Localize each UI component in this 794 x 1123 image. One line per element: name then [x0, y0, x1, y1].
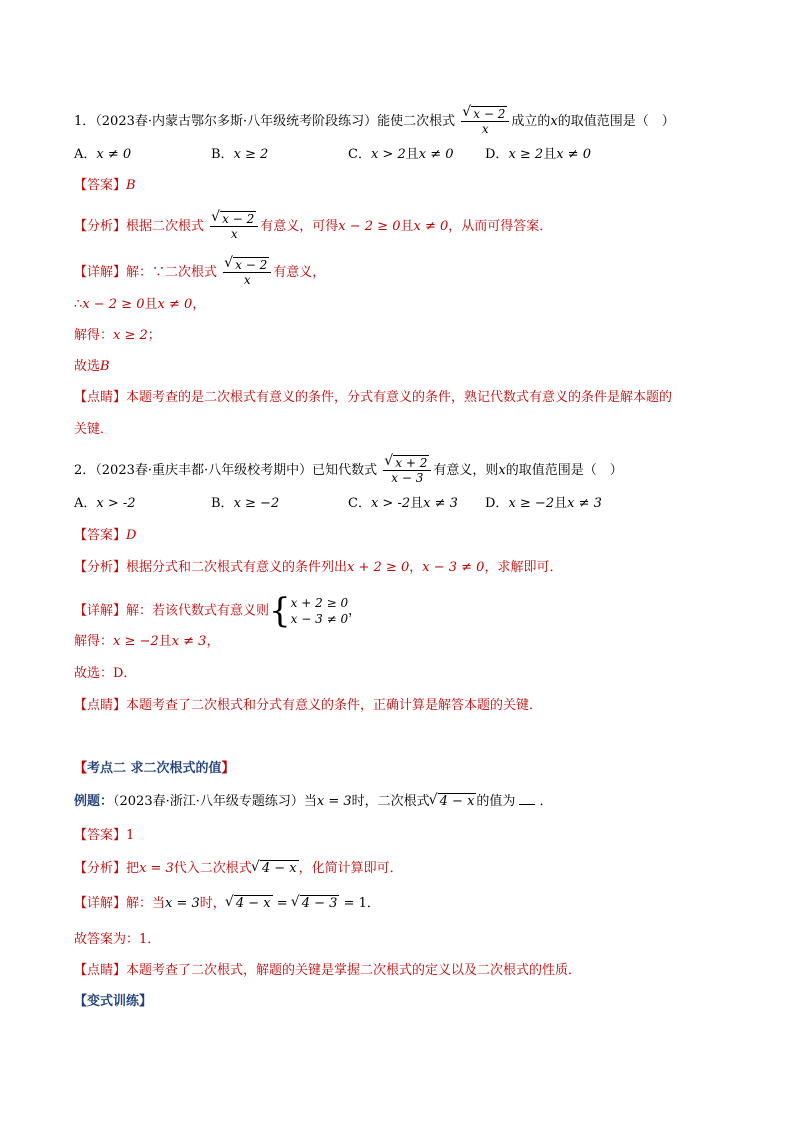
- q1-stem: 1．（2023春·内蒙古鄂尔多斯·八年级统考阶段练习）能使二次根式 √ $\frac{x - 2}{x}$ 成立的x的取值范围是（ ）: [74, 107, 675, 136]
- q1-analysis: 【分析】根据二次根式 √ $\frac{x - 2}{x}$ 有意义，可得x − 2 ≥ 0且x ≠ 0，从而可得答案．: [74, 212, 552, 241]
- q2-stem: 2．（2023春·重庆丰都·八年级校考期中）已知代数式 √ $\frac{x + 2}{x - 3}$ 有意义，则x的取值范围是（ ）: [74, 456, 623, 485]
- q1-solve: 解得：x ≥ 2；: [74, 328, 161, 343]
- q1-option-c: C．x > 2且x ≠ 0: [348, 147, 454, 162]
- example-final: 故答案为：1．: [74, 932, 161, 947]
- q1-sqrt: √ x − 2: [463, 107, 507, 121]
- q1-option-b: B．x ≥ 2: [211, 147, 269, 162]
- q1-option-d: D．x ≥ 2且x ≠ 0: [485, 147, 591, 162]
- q2-option-a: A．x > -2: [74, 496, 136, 511]
- q2-analysis: 【分析】根据分式和二次根式有意义的条件列出x + 2 ≥ 0，x − 3 ≠ 0，求解即可．: [74, 560, 563, 575]
- example-analysis: 【分析】把x = 3代入二次根式√ 4 − x ，化简计算即可．: [74, 860, 403, 878]
- example-stem: 例题：（2023春·浙江·八年级专题练习）当x = 3时，二次根式√ 4 − x 的值为 ．: [74, 793, 552, 811]
- q1-comment-cont: 关键．: [74, 422, 114, 437]
- q2-answer: 【答案】D: [74, 528, 137, 543]
- section-heading: 【考点二 求二次根式的值】: [74, 761, 235, 776]
- example-detail: 【详解】解：当x = 3时，√ 4 − x = √ 4 − 3 = 1．: [74, 895, 380, 913]
- q1-options: [74, 146, 591, 164]
- example-comment: 【点睛】本题考查了二次根式，解题的关键是掌握二次根式的定义以及二次根式的性质．: [74, 963, 582, 978]
- q1-answer: 【答案】B: [74, 178, 136, 193]
- q1-choose: 故选B: [74, 359, 110, 374]
- q2-option-c: C．x > -2且x ≠ 3: [348, 496, 458, 511]
- q2-fraction: √ $\frac{x + 2}{x - 3}$: [383, 456, 431, 485]
- q1-therefore: ∴x − 2 ≥ 0且x ≠ 0，: [74, 297, 206, 312]
- q2-choose: 故选：D．: [74, 666, 137, 681]
- q2-options: [74, 495, 602, 513]
- q1-stem-prefix: 1．（2023春·内蒙古鄂尔多斯·八年级统考阶段练习）能使二次根式: [74, 114, 456, 129]
- q2-option-d: D．x ≥ −2且x ≠ 3: [485, 496, 602, 511]
- example-sqrt: √ 4 − x: [430, 793, 477, 811]
- example-answer: 【答案】1: [74, 828, 135, 843]
- q1-comment: 【点睛】本题考查的是二次根式有意义的条件，分式有意义的条件，熟记代数式有意义的条件是解本题的: [74, 390, 673, 405]
- q2-comment: 【点睛】本题考查了二次根式和分式有意义的条件，正确计算是解答本题的关键．: [74, 698, 543, 713]
- answer-blank: [519, 804, 535, 805]
- q1-option-a: A．x ≠ 0: [74, 147, 132, 162]
- q2-solve: 解得：x ≥ −2且x ≠ 3，: [74, 634, 220, 649]
- q1-detail: 【详解】解：∵二次根式 √ $\frac{x - 2}{x}$ 有意义，: [74, 258, 325, 287]
- q2-equation-system: { x + 2 ≥ 0 x − 3 ≠ 0: [269, 591, 349, 631]
- q2-detail: 【详解】解：若该代数式有意义则 { x + 2 ≥ 0 x − 3 ≠ 0 ，: [74, 591, 362, 631]
- variant-training-heading: 【变式训练】: [74, 994, 153, 1009]
- q1-fraction: √ $\frac{x - 2}{x}$: [461, 107, 509, 136]
- q2-option-b: B．x ≥ −2: [211, 496, 280, 511]
